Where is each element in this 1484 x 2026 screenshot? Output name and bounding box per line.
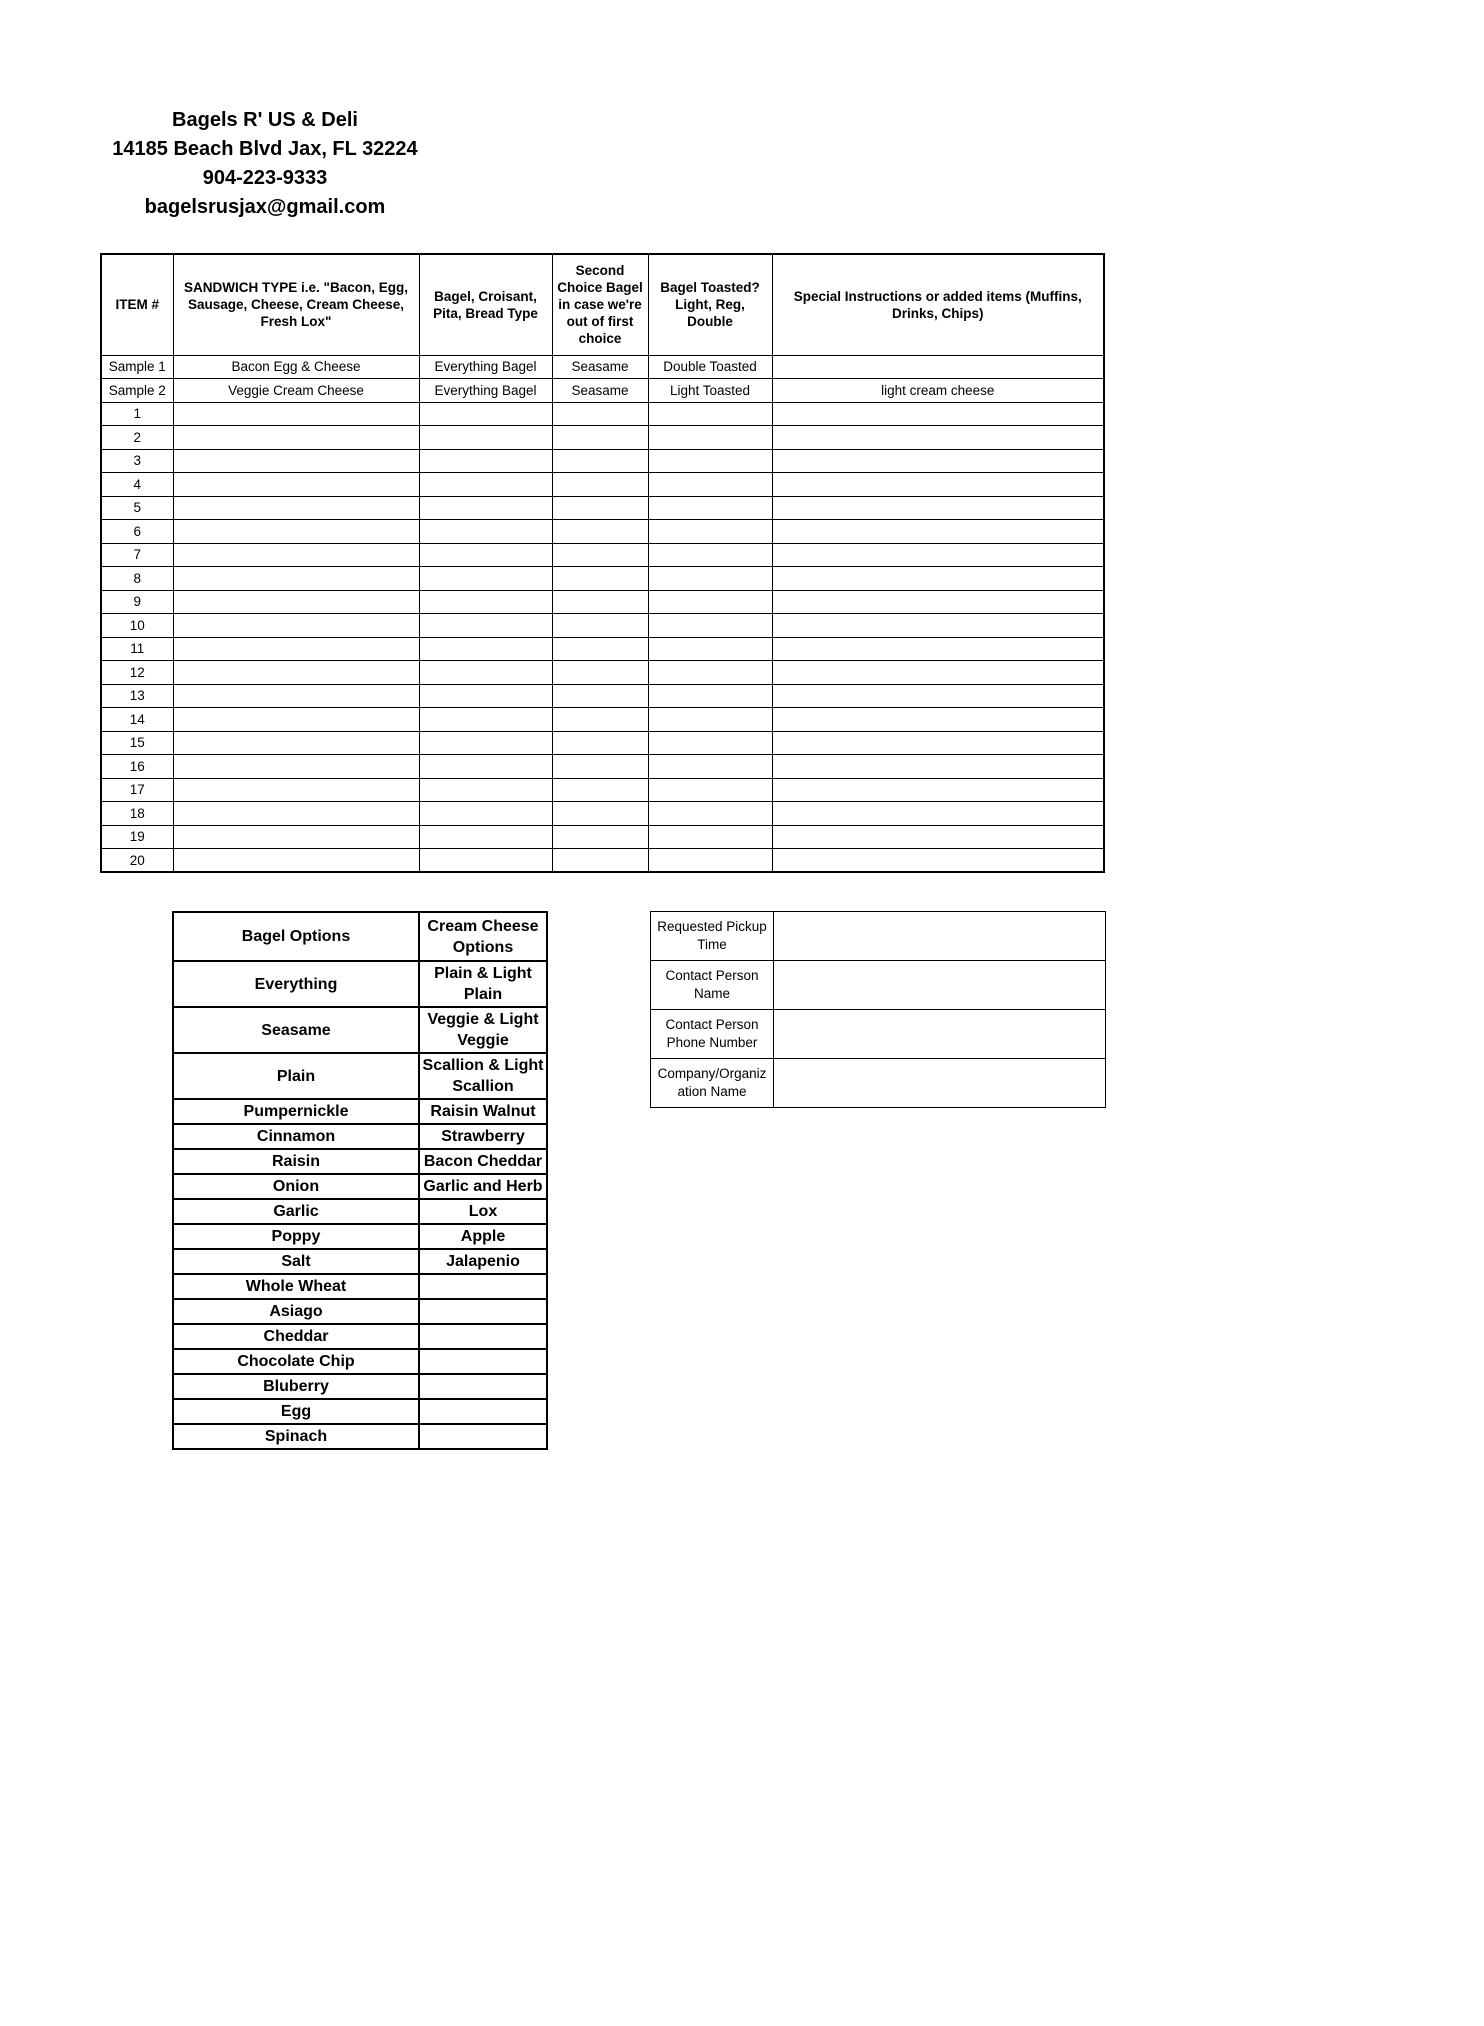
order-cell-item-number: 19 [101,825,173,849]
order-cell-second-choice [552,778,648,802]
order-cell-second-choice [552,567,648,591]
order-cell-special-instructions [772,567,1104,591]
order-cell-special-instructions [772,426,1104,450]
contact-value-cell [774,1059,1106,1108]
order-cell-toasted [648,802,772,826]
order-cell-item-number: 4 [101,473,173,497]
contact-value-cell [774,961,1106,1010]
order-cell-bagel-type [419,708,552,732]
bagel-option-cell: Everything [173,961,419,1007]
cream-cheese-options-header: Cream Cheese Options [419,912,547,961]
order-cell-special-instructions [772,637,1104,661]
order-cell-special-instructions [772,590,1104,614]
order-cell-toasted [648,402,772,426]
order-row [101,778,1104,802]
order-cell-toasted [648,496,772,520]
order-cell-item-number: 14 [101,708,173,732]
order-cell-item-number: 20 [101,849,173,873]
order-row [101,825,1104,849]
col-header-sandwich-type: SANDWICH TYPE i.e. "Bacon, Egg, Sausage, Cheese, Cream Cheese, Fresh Lox" [173,254,419,355]
order-cell-special-instructions [772,708,1104,732]
order-cell-special-instructions [772,825,1104,849]
options-row [173,1374,547,1399]
cream-cheese-option-cell [419,1399,547,1424]
order-cell-special-instructions [772,849,1104,873]
cream-cheese-option-cell: Scallion & Light Scallion [419,1053,547,1099]
order-cell-second-choice [552,731,648,755]
bagel-option-cell: Salt [173,1249,419,1274]
order-cell-special-instructions: light cream cheese [772,379,1104,403]
bagel-option-cell: Cheddar [173,1324,419,1349]
business-address: 14185 Beach Blvd Jax, FL 32224 [112,138,418,160]
options-row [173,1053,547,1099]
order-cell-item-number: 15 [101,731,173,755]
contact-row [651,1010,1106,1059]
contact-table-body [651,912,1106,1108]
order-table-header-row [101,254,1104,355]
order-cell-sandwich-type [173,802,419,826]
order-cell-bagel-type [419,449,552,473]
col-header-toasted: Bagel Toasted? Light, Reg, Double [648,254,772,355]
order-cell-sandwich-type [173,402,419,426]
contact-label-cell: Contact Person Phone Number [651,1010,774,1059]
options-row [173,1249,547,1274]
cream-cheese-option-cell: Jalapenio [419,1249,547,1274]
cream-cheese-option-cell [419,1374,547,1399]
order-cell-special-instructions [772,802,1104,826]
order-cell-bagel-type [419,543,552,567]
order-cell-sandwich-type: Veggie Cream Cheese [173,379,419,403]
bagel-option-cell: Plain [173,1053,419,1099]
cream-cheese-option-cell: Raisin Walnut [419,1099,547,1124]
order-row [101,449,1104,473]
order-cell-bagel-type [419,520,552,544]
order-cell-bagel-type [419,684,552,708]
order-cell-toasted [648,849,772,873]
order-cell-second-choice [552,614,648,638]
order-cell-second-choice [552,473,648,497]
order-row [101,614,1104,638]
order-cell-second-choice [552,449,648,473]
order-cell-second-choice: Seasame [552,379,648,403]
order-row [101,402,1104,426]
order-cell-second-choice [552,590,648,614]
contact-table [650,911,1106,1108]
options-row [173,1124,547,1149]
order-cell-sandwich-type [173,849,419,873]
options-row [173,1349,547,1374]
order-row [101,755,1104,779]
order-row [101,731,1104,755]
order-cell-sandwich-type [173,708,419,732]
order-cell-toasted [648,520,772,544]
order-cell-item-number: 8 [101,567,173,591]
order-cell-bagel-type [419,802,552,826]
options-row [173,1199,547,1224]
order-cell-special-instructions [772,496,1104,520]
order-cell-second-choice [552,849,648,873]
order-cell-item-number: 3 [101,449,173,473]
order-cell-bagel-type [419,755,552,779]
order-cell-sandwich-type [173,473,419,497]
col-header-item-number: ITEM # [101,254,173,355]
order-cell-special-instructions [772,520,1104,544]
bagel-options-header: Bagel Options [173,912,419,961]
bagel-option-cell: Cinnamon [173,1124,419,1149]
order-cell-bagel-type: Everything Bagel [419,355,552,379]
order-cell-special-instructions [772,778,1104,802]
cream-cheese-option-cell: Plain & Light Plain [419,961,547,1007]
order-cell-second-choice [552,825,648,849]
order-cell-bagel-type [419,637,552,661]
order-cell-special-instructions [772,355,1104,379]
contact-row [651,1059,1106,1108]
order-cell-second-choice [552,661,648,685]
order-cell-item-number: 12 [101,661,173,685]
order-row [101,520,1104,544]
col-header-special-instructions: Special Instructions or added items (Muffins, Drinks, Chips) [772,254,1104,355]
bagel-option-cell: Pumpernickle [173,1099,419,1124]
order-cell-second-choice [552,637,648,661]
order-cell-item-number: 7 [101,543,173,567]
order-cell-item-number: 6 [101,520,173,544]
options-row [173,1007,547,1053]
bagel-option-cell: Spinach [173,1424,419,1449]
order-cell-bagel-type [419,590,552,614]
cream-cheese-option-cell: Veggie & Light Veggie [419,1007,547,1053]
order-cell-bagel-type [419,825,552,849]
order-cell-sandwich-type [173,825,419,849]
order-cell-sandwich-type [173,661,419,685]
col-header-second-choice: Second Choice Bagel in case we're out of first choice [552,254,648,355]
order-cell-special-instructions [772,543,1104,567]
order-cell-second-choice [552,755,648,779]
order-row [101,355,1104,379]
contact-label-cell: Company/Organization Name [651,1059,774,1108]
options-row [173,1224,547,1249]
order-cell-sandwich-type [173,684,419,708]
order-cell-item-number: 17 [101,778,173,802]
letterhead [100,106,430,222]
order-table [100,253,1105,873]
order-cell-toasted [648,637,772,661]
order-cell-item-number: Sample 1 [101,355,173,379]
order-cell-item-number: 18 [101,802,173,826]
order-row [101,473,1104,497]
options-row [173,1399,547,1424]
order-cell-item-number: 10 [101,614,173,638]
cream-cheese-option-cell [419,1424,547,1449]
cream-cheese-option-cell: Strawberry [419,1124,547,1149]
order-cell-sandwich-type [173,543,419,567]
order-cell-bagel-type [419,426,552,450]
order-table-body [101,355,1104,872]
order-cell-toasted [648,567,772,591]
order-cell-toasted [648,449,772,473]
col-header-bagel-type: Bagel, Croisant, Pita, Bread Type [419,254,552,355]
options-row [173,1424,547,1449]
order-cell-sandwich-type [173,590,419,614]
order-cell-sandwich-type [173,567,419,591]
business-name: Bagels R' US & Deli [172,109,358,131]
order-cell-toasted: Light Toasted [648,379,772,403]
order-cell-sandwich-type [173,520,419,544]
order-row [101,637,1104,661]
order-cell-bagel-type [419,778,552,802]
order-row [101,849,1104,873]
bagel-option-cell: Whole Wheat [173,1274,419,1299]
order-row [101,567,1104,591]
order-cell-bagel-type [419,473,552,497]
cream-cheese-option-cell [419,1299,547,1324]
options-table-header-row [173,912,547,961]
options-row [173,961,547,1007]
order-cell-toasted: Double Toasted [648,355,772,379]
order-cell-item-number: 16 [101,755,173,779]
order-row [101,426,1104,450]
order-cell-sandwich-type: Bacon Egg & Cheese [173,355,419,379]
order-row [101,802,1104,826]
order-cell-second-choice [552,520,648,544]
order-cell-special-instructions [772,684,1104,708]
contact-value-cell [774,1010,1106,1059]
order-cell-second-choice: Seasame [552,355,648,379]
cream-cheese-option-cell [419,1274,547,1299]
cream-cheese-option-cell [419,1324,547,1349]
order-cell-second-choice [552,684,648,708]
bagel-option-cell: Garlic [173,1199,419,1224]
bagel-option-cell: Poppy [173,1224,419,1249]
order-cell-toasted [648,661,772,685]
order-cell-toasted [648,778,772,802]
order-cell-second-choice [552,496,648,520]
contact-label-cell: Requested Pickup Time [651,912,774,961]
business-email: bagelsrusjax@gmail.com [144,196,386,218]
bagel-option-cell: Raisin [173,1149,419,1174]
bagel-option-cell: Bluberry [173,1374,419,1399]
order-cell-bagel-type [419,849,552,873]
order-row [101,590,1104,614]
bagel-option-cell: Asiago [173,1299,419,1324]
cream-cheese-option-cell: Bacon Cheddar [419,1149,547,1174]
order-cell-second-choice [552,708,648,732]
options-row [173,1174,547,1199]
order-cell-sandwich-type [173,778,419,802]
options-row [173,1299,547,1324]
order-cell-toasted [648,755,772,779]
order-cell-item-number: 13 [101,684,173,708]
bagel-option-cell: Onion [173,1174,419,1199]
order-cell-toasted [648,590,772,614]
order-cell-bagel-type [419,402,552,426]
options-row [173,1099,547,1124]
order-cell-toasted [648,543,772,567]
order-cell-item-number: Sample 2 [101,379,173,403]
order-cell-special-instructions [772,755,1104,779]
options-row [173,1274,547,1299]
order-cell-sandwich-type [173,496,419,520]
order-cell-special-instructions [772,614,1104,638]
order-row [101,496,1104,520]
order-cell-sandwich-type [173,614,419,638]
cream-cheese-option-cell: Apple [419,1224,547,1249]
order-cell-toasted [648,426,772,450]
options-row [173,1324,547,1349]
bagel-option-cell: Egg [173,1399,419,1424]
order-cell-bagel-type [419,731,552,755]
order-cell-special-instructions [772,473,1104,497]
order-cell-special-instructions [772,449,1104,473]
order-cell-toasted [648,684,772,708]
order-cell-item-number: 2 [101,426,173,450]
order-cell-sandwich-type [173,449,419,473]
order-cell-bagel-type [419,614,552,638]
cream-cheese-option-cell [419,1349,547,1374]
order-cell-bagel-type [419,567,552,591]
options-row [173,1149,547,1174]
order-cell-toasted [648,614,772,638]
order-row [101,379,1104,403]
contact-label-cell: Contact Person Name [651,961,774,1010]
order-row [101,708,1104,732]
order-cell-special-instructions [772,731,1104,755]
business-phone: 904-223-9333 [202,167,328,189]
contact-value-cell [774,912,1106,961]
order-cell-toasted [648,473,772,497]
order-row [101,543,1104,567]
order-row [101,661,1104,685]
order-cell-bagel-type [419,496,552,520]
order-cell-second-choice [552,402,648,426]
cream-cheese-option-cell: Garlic and Herb [419,1174,547,1199]
order-form-page [0,106,1484,1450]
contact-row [651,912,1106,961]
order-cell-bagel-type: Everything Bagel [419,379,552,403]
order-cell-second-choice [552,802,648,826]
order-cell-special-instructions [772,661,1104,685]
bagel-option-cell: Chocolate Chip [173,1349,419,1374]
order-cell-sandwich-type [173,637,419,661]
order-cell-toasted [648,708,772,732]
order-cell-toasted [648,825,772,849]
order-cell-sandwich-type [173,731,419,755]
bottom-section [0,911,1484,1450]
order-row [101,684,1104,708]
order-cell-second-choice [552,543,648,567]
order-cell-special-instructions [772,402,1104,426]
options-table [172,911,548,1450]
order-cell-item-number: 9 [101,590,173,614]
cream-cheese-option-cell: Lox [419,1199,547,1224]
order-cell-bagel-type [419,661,552,685]
contact-row [651,961,1106,1010]
options-table-body [173,961,547,1449]
order-cell-item-number: 1 [101,402,173,426]
order-cell-second-choice [552,426,648,450]
order-cell-sandwich-type [173,755,419,779]
order-cell-sandwich-type [173,426,419,450]
order-cell-item-number: 5 [101,496,173,520]
order-cell-item-number: 11 [101,637,173,661]
order-cell-toasted [648,731,772,755]
bagel-option-cell: Seasame [173,1007,419,1053]
